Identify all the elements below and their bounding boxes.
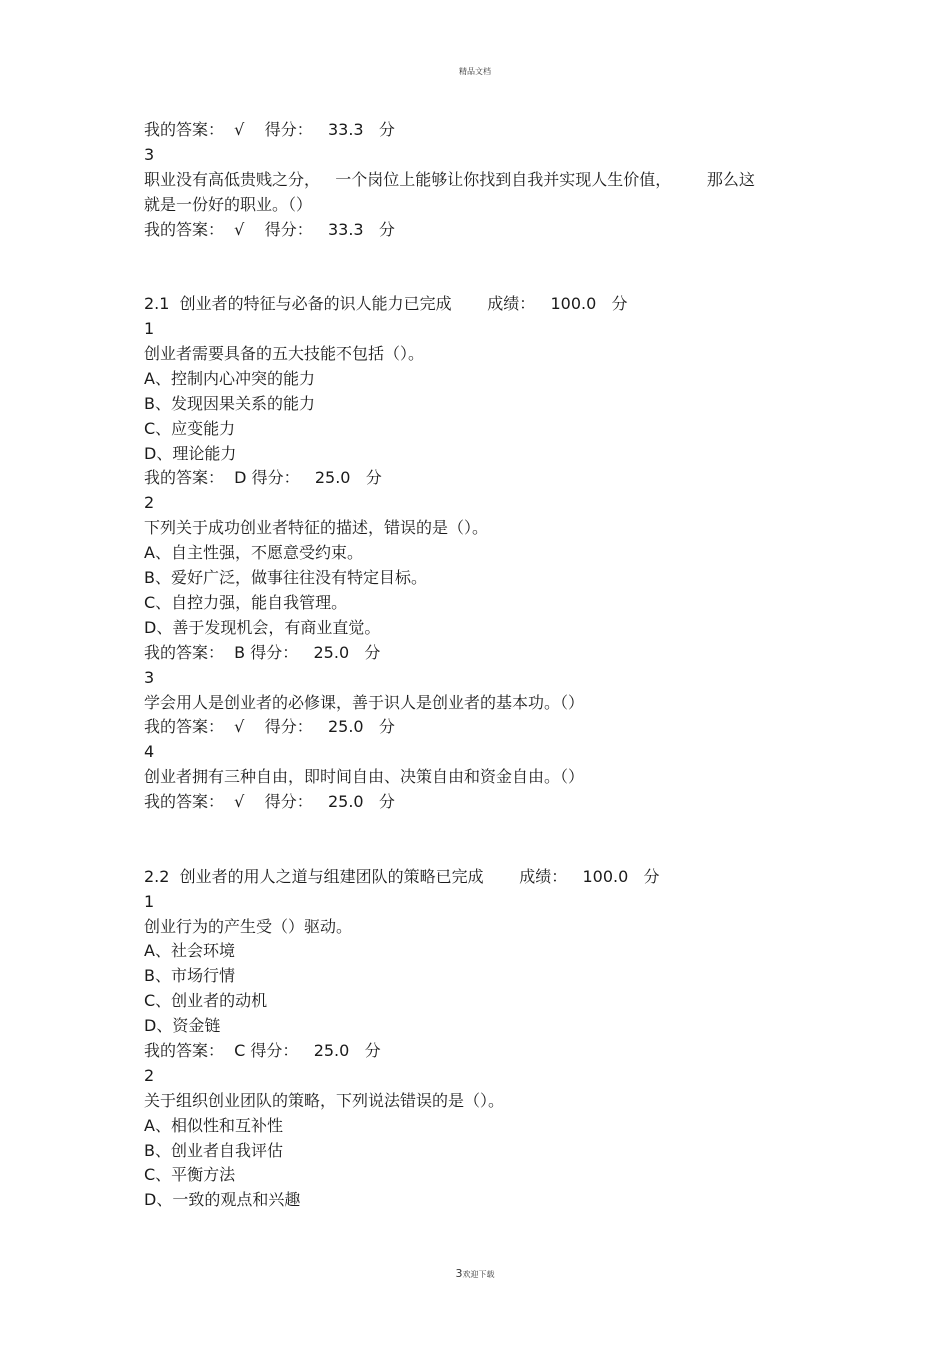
- page-number: 3: [455, 1267, 463, 1280]
- footer-text: 欢迎下载: [462, 1270, 495, 1279]
- option-a: A、社会环境: [144, 941, 235, 961]
- answer-line: 我的答案： √ 得分： 33.3 分: [144, 219, 395, 239]
- option-a: A、相似性和互补性: [144, 1115, 283, 1135]
- answer-line: 我的答案： √ 得分： 33.3 分: [144, 120, 395, 139]
- section-title: 2.2 创业者的用人之道与组建团队的策略已完成 成绩： 100.0 分: [144, 866, 660, 886]
- document-body: [144, 118, 824, 1213]
- answer-line: 我的答案： B 得分： 25.0 分: [144, 642, 381, 662]
- page-header: 精品文档: [459, 67, 491, 76]
- question-number: 1: [144, 319, 155, 339]
- option-a: A、自主性强，不愿意受约束。: [144, 543, 363, 563]
- option-b: B、爱好广泛，做事往往没有特定目标。: [144, 568, 427, 588]
- option-d: D、理论能力: [144, 443, 237, 463]
- page-footer: [0, 1262, 950, 1281]
- answer-line: 我的答案： √ 得分： 25.0 分: [144, 792, 395, 812]
- answer-line: 我的答案： C 得分： 25.0 分: [144, 1040, 381, 1060]
- section-title: 2.1 创业者的特征与必备的识人能力已完成 成绩： 100.0 分: [144, 294, 628, 314]
- question-number: 3: [144, 667, 155, 687]
- option-c: C、创业者的动机: [144, 991, 268, 1011]
- question-number: 2: [144, 1065, 155, 1085]
- answer-line: 我的答案： D 得分： 25.0 分: [144, 468, 382, 488]
- option-b: B、市场行情: [144, 966, 235, 986]
- option-c: C、平衡方法: [144, 1165, 236, 1185]
- option-c: C、自控力强，能自我管理。: [144, 592, 348, 612]
- option-b: B、创业者自我评估: [144, 1140, 283, 1160]
- question-text: 职业没有高低贵贱之分， 一个岗位上能够让你找到自我并实现人生价值， 那么这: [144, 169, 755, 189]
- question-text: 创业者拥有三种自由，即时间自由、决策自由和资金自由。（）: [144, 767, 585, 787]
- question-number: 3: [144, 144, 155, 164]
- option-d: D、一致的观点和兴趣: [144, 1190, 301, 1210]
- option-b: B、发现因果关系的能力: [144, 393, 315, 413]
- question-text: 下列关于成功创业者特征的描述，错误的是（）。: [144, 518, 489, 538]
- option-c: C、应变能力: [144, 418, 236, 438]
- question-text: 学会用人是创业者的必修课，善于识人是创业者的基本功。（）: [144, 692, 585, 712]
- option-a: A、控制内心冲突的能力: [144, 368, 315, 388]
- question-text: 关于组织创业团队的策略，下列说法错误的是（）。: [144, 1090, 505, 1110]
- question-text: 创业行为的产生受（）驱动。: [144, 916, 353, 936]
- answer-line: 我的答案： √ 得分： 25.0 分: [144, 717, 395, 737]
- question-text: 创业者需要具备的五大技能不包括（）。: [144, 344, 425, 364]
- question-number: 1: [144, 891, 155, 911]
- question-text-continued: 就是一份好的职业。（）: [144, 194, 313, 214]
- question-number: 2: [144, 493, 155, 513]
- option-d: D、资金链: [144, 1016, 221, 1036]
- option-d: D、善于发现机会，有商业直觉。: [144, 617, 381, 637]
- question-number: 4: [144, 742, 155, 762]
